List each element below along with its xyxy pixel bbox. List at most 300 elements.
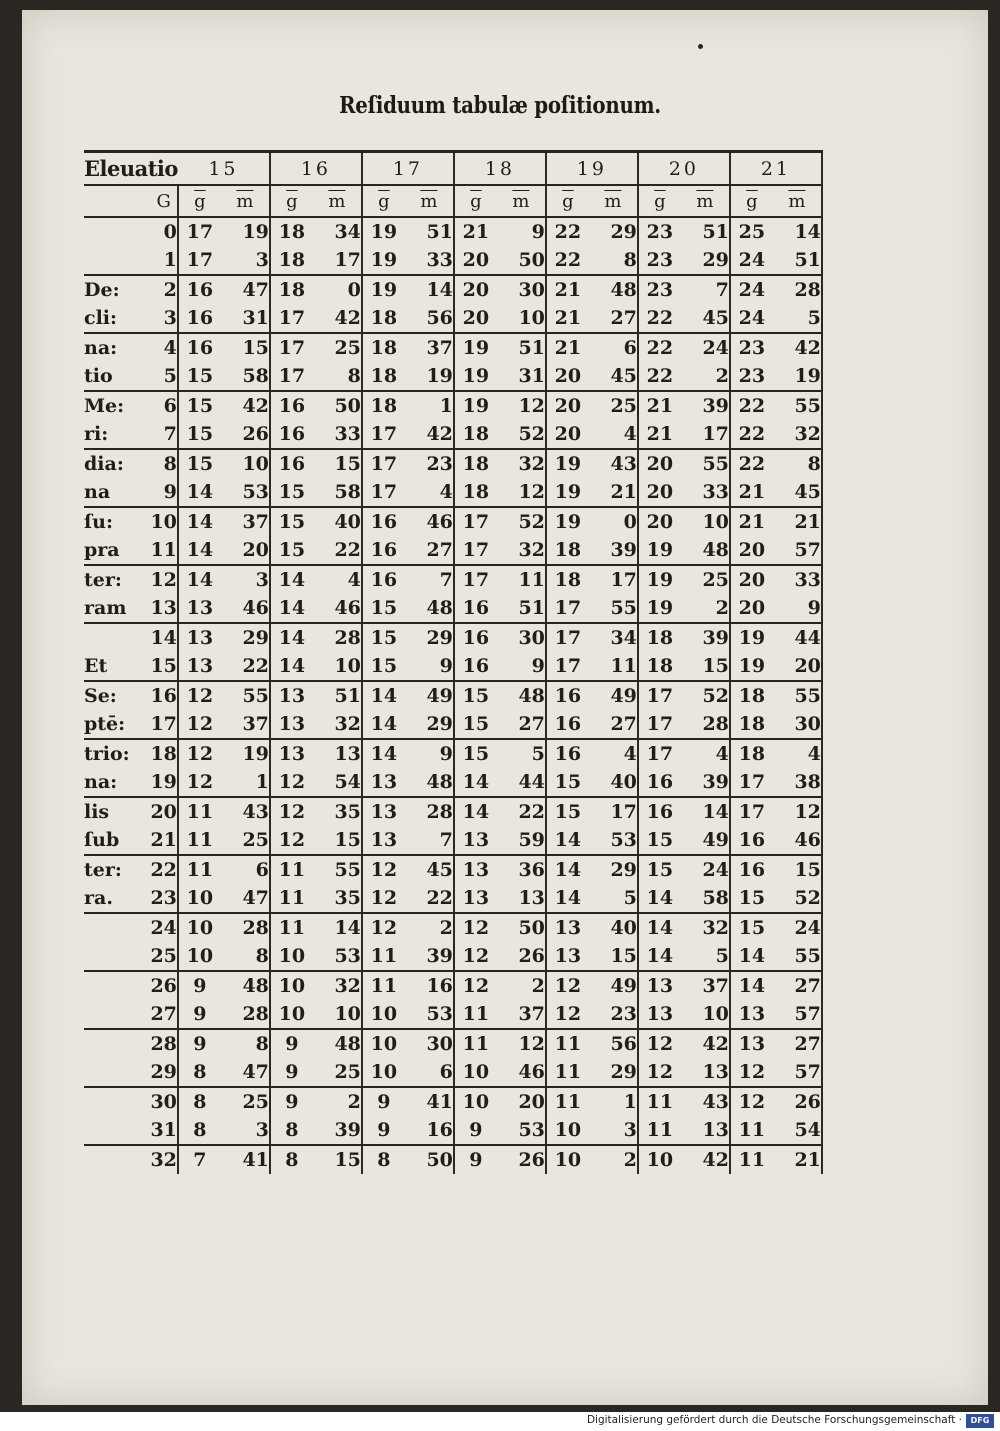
table-row <box>84 681 822 710</box>
minutes-cell: 58 <box>221 362 270 391</box>
degrees-cell: 14 <box>270 594 313 623</box>
minutes-cell: 26 <box>497 942 546 971</box>
minutes-cell: 8 <box>773 449 822 478</box>
minutes-cell: 50 <box>313 391 362 420</box>
minutes-cell: 31 <box>221 304 270 333</box>
degrees-cell: 12 <box>462 975 490 997</box>
minutes-cell: 48 <box>405 768 454 797</box>
table-row <box>84 1116 822 1145</box>
minutes-cell: 47 <box>221 884 270 913</box>
minutes-cell: 26 <box>497 1145 546 1174</box>
table-row <box>84 275 822 304</box>
degrees-cell: 12 <box>178 710 221 739</box>
minutes-cell: 44 <box>773 623 822 652</box>
minutes-cell: 51 <box>497 594 546 623</box>
minutes-cell: 48 <box>221 971 270 1000</box>
row-label: ter: <box>84 569 122 591</box>
minutes-cell: 20 <box>497 1087 546 1116</box>
minutes-cell: 45 <box>681 304 730 333</box>
minutes-cell: 27 <box>589 710 638 739</box>
minutes-cell: 49 <box>589 971 638 1000</box>
degrees-cell: 11 <box>454 1000 497 1029</box>
degrees-cell: 20 <box>730 594 773 623</box>
degrees-cell: 16 <box>554 685 582 707</box>
degrees-cell: 12 <box>730 1058 773 1087</box>
degrees-cell: 22 <box>738 453 766 475</box>
minutes-cell: 46 <box>221 594 270 623</box>
minutes-cell: 17 <box>589 565 638 594</box>
declination-degree: 11 <box>139 536 178 565</box>
minutes-cell: 12 <box>497 1029 546 1058</box>
minutes-cell: 37 <box>405 333 454 362</box>
degrees-cell: 18 <box>546 536 589 565</box>
minutes-cell: 14 <box>313 913 362 942</box>
minutes-cell: 14 <box>681 797 730 826</box>
minutes-cell: 31 <box>497 362 546 391</box>
row-label: ri: <box>84 420 139 449</box>
minutes-cell: 28 <box>313 623 362 652</box>
degrees-cell: 11 <box>186 859 214 881</box>
degrees-cell: 12 <box>646 1033 674 1055</box>
dfg-logo: DFG <box>966 1414 994 1428</box>
declination-degree: 17 <box>139 710 178 739</box>
col-g-19: $\overline{g}$ <box>546 185 589 217</box>
table-row <box>84 304 822 333</box>
row-label <box>84 1000 139 1029</box>
table-row <box>84 1058 822 1087</box>
degrees-cell: 16 <box>370 511 398 533</box>
degrees-cell: 14 <box>638 884 681 913</box>
minutes-cell: 15 <box>313 826 362 855</box>
declination-degree: 13 <box>139 594 178 623</box>
degrees-cell: 12 <box>370 917 398 939</box>
degrees-cell: 15 <box>178 362 221 391</box>
degrees-cell: 9 <box>469 1149 483 1171</box>
minutes-cell: 12 <box>773 797 822 826</box>
table-row <box>84 1000 822 1029</box>
table-row <box>84 1145 822 1174</box>
degrees-cell: 16 <box>454 652 497 681</box>
minutes-cell: 3 <box>589 1116 638 1145</box>
minutes-cell: 47 <box>221 1058 270 1087</box>
degrees-cell: 19 <box>370 221 398 243</box>
minutes-cell: 41 <box>221 1145 270 1174</box>
row-label <box>84 971 139 1000</box>
degrees-cell: 23 <box>646 221 674 243</box>
row-label: dia: <box>84 453 124 475</box>
row-label: na: <box>84 768 139 797</box>
degrees-cell: 21 <box>730 478 773 507</box>
degrees-cell: 15 <box>546 768 589 797</box>
minutes-cell: 34 <box>313 217 362 246</box>
minutes-cell: 5 <box>589 884 638 913</box>
degrees-cell: 12 <box>738 1091 766 1113</box>
degrees-cell: 10 <box>454 1058 497 1087</box>
degrees-cell: 13 <box>454 884 497 913</box>
minutes-cell: 29 <box>589 217 638 246</box>
minutes-cell: 43 <box>681 1087 730 1116</box>
minutes-cell: 27 <box>589 304 638 333</box>
minutes-cell: 12 <box>497 478 546 507</box>
degrees-cell: 24 <box>730 304 773 333</box>
elevatio-label: Eleuatio <box>84 152 178 186</box>
row-label: ſub <box>84 826 139 855</box>
degrees-cell: 16 <box>638 768 681 797</box>
row-label: na: <box>84 337 118 359</box>
minutes-cell: 16 <box>405 1116 454 1145</box>
degrees-cell: 15 <box>638 826 681 855</box>
minutes-cell: 2 <box>313 1087 362 1116</box>
minutes-cell: 29 <box>221 623 270 652</box>
row-label <box>84 1058 139 1087</box>
degrees-cell: 19 <box>370 279 398 301</box>
degrees-cell: 10 <box>546 1116 589 1145</box>
minutes-cell: 27 <box>773 1029 822 1058</box>
minutes-cell: 25 <box>313 1058 362 1087</box>
elevation-20: 20 <box>638 152 730 186</box>
positions-table <box>84 150 823 1174</box>
row-label <box>84 942 139 971</box>
degrees-cell: 19 <box>638 594 681 623</box>
minutes-cell: 51 <box>313 681 362 710</box>
minutes-cell: 35 <box>313 797 362 826</box>
minutes-cell: 40 <box>313 507 362 536</box>
minutes-cell: 55 <box>681 449 730 478</box>
degrees-cell: 15 <box>278 511 306 533</box>
minutes-cell: 17 <box>681 420 730 449</box>
minutes-cell: 12 <box>497 391 546 420</box>
minutes-cell: 15 <box>589 942 638 971</box>
minutes-cell: 54 <box>773 1116 822 1145</box>
minutes-cell: 40 <box>589 913 638 942</box>
minutes-cell: 8 <box>221 1029 270 1058</box>
minutes-cell: 53 <box>221 478 270 507</box>
minutes-cell: 49 <box>405 681 454 710</box>
degrees-cell: 15 <box>462 685 490 707</box>
degrees-cell: 19 <box>454 362 497 391</box>
degrees-cell: 8 <box>270 1116 313 1145</box>
degrees-cell: 22 <box>730 420 773 449</box>
col-g-21: $\overline{g}$ <box>730 185 773 217</box>
minutes-cell: 15 <box>313 1145 362 1174</box>
degrees-cell: 13 <box>738 1033 766 1055</box>
degrees-cell: 12 <box>370 859 398 881</box>
degrees-cell: 8 <box>193 1091 207 1113</box>
minutes-cell: 14 <box>773 217 822 246</box>
minutes-cell: 25 <box>589 391 638 420</box>
col-m-18: $\overline{m}$ <box>497 185 546 217</box>
elevation-18: 18 <box>454 152 546 186</box>
declination-degree: 15 <box>139 652 178 681</box>
degrees-cell: 14 <box>186 569 214 591</box>
minutes-cell: 9 <box>405 739 454 768</box>
minutes-cell: 2 <box>681 362 730 391</box>
degrees-cell: 8 <box>178 1058 221 1087</box>
minutes-cell: 51 <box>497 333 546 362</box>
minutes-cell: 28 <box>681 710 730 739</box>
degrees-cell: 20 <box>738 569 766 591</box>
minutes-cell: 21 <box>589 478 638 507</box>
table-row <box>84 652 822 681</box>
row-label: ter: <box>84 859 122 881</box>
degrees-cell: 9 <box>178 1000 221 1029</box>
degrees-cell: 13 <box>178 594 221 623</box>
degrees-cell: 17 <box>278 337 306 359</box>
minutes-cell: 32 <box>313 710 362 739</box>
degrees-cell: 17 <box>738 801 766 823</box>
table-row <box>84 420 822 449</box>
degrees-cell: 17 <box>362 420 405 449</box>
minutes-cell: 5 <box>773 304 822 333</box>
degrees-cell: 13 <box>638 1000 681 1029</box>
minutes-cell: 27 <box>773 971 822 1000</box>
minutes-cell: 49 <box>589 681 638 710</box>
degrees-cell: 23 <box>638 246 681 275</box>
minutes-cell: 28 <box>221 913 270 942</box>
degrees-cell: 14 <box>178 478 221 507</box>
table-row <box>84 333 822 362</box>
row-label <box>84 1029 139 1058</box>
minutes-cell: 3 <box>221 565 270 594</box>
minutes-cell: 55 <box>773 942 822 971</box>
degrees-cell: 23 <box>738 337 766 359</box>
declination-degree: 5 <box>139 362 178 391</box>
minutes-cell: 10 <box>497 304 546 333</box>
elevation-16: 16 <box>270 152 362 186</box>
table-row <box>84 971 822 1000</box>
degrees-cell: 16 <box>270 420 313 449</box>
minutes-cell: 59 <box>497 826 546 855</box>
row-label <box>84 623 139 652</box>
col-g-15: $\overline{g}$ <box>178 185 221 217</box>
elevation-15: 15 <box>178 152 270 186</box>
degrees-cell: 9 <box>362 1116 405 1145</box>
degrees-cell: 12 <box>270 768 313 797</box>
degrees-cell: 12 <box>546 1000 589 1029</box>
minutes-cell: 48 <box>313 1029 362 1058</box>
degrees-cell: 9 <box>285 1091 299 1113</box>
footer-bar <box>0 1412 1000 1431</box>
degrees-cell: 18 <box>362 304 405 333</box>
degrees-cell: 20 <box>546 362 589 391</box>
degrees-cell: 12 <box>462 917 490 939</box>
minutes-cell: 48 <box>497 681 546 710</box>
minutes-cell: 7 <box>405 565 454 594</box>
minutes-cell: 27 <box>405 536 454 565</box>
table-row <box>84 826 822 855</box>
degrees-cell: 18 <box>278 221 306 243</box>
minutes-cell: 16 <box>405 971 454 1000</box>
minutes-cell: 10 <box>681 1000 730 1029</box>
minutes-cell: 57 <box>773 1000 822 1029</box>
degrees-cell: 19 <box>362 246 405 275</box>
degrees-cell: 13 <box>554 917 582 939</box>
minutes-cell: 55 <box>589 594 638 623</box>
degrees-cell: 15 <box>270 478 313 507</box>
degrees-cell: 17 <box>270 304 313 333</box>
minutes-cell: 6 <box>221 855 270 884</box>
degrees-cell: 18 <box>554 569 582 591</box>
declination-degree: 31 <box>139 1116 178 1145</box>
minutes-cell: 2 <box>681 594 730 623</box>
degrees-cell: 9 <box>270 1058 313 1087</box>
degrees-cell: 17 <box>186 221 214 243</box>
degrees-cell: 11 <box>462 1033 490 1055</box>
degrees-cell: 19 <box>462 337 490 359</box>
row-label: trio: <box>84 743 130 765</box>
degrees-cell: 9 <box>454 1116 497 1145</box>
minutes-cell: 29 <box>589 855 638 884</box>
table-row <box>84 1087 822 1116</box>
degrees-cell: 23 <box>646 279 674 301</box>
degrees-cell: 10 <box>186 917 214 939</box>
degrees-cell: 16 <box>370 569 398 591</box>
minutes-cell: 50 <box>497 913 546 942</box>
declination-degree: 3 <box>139 304 178 333</box>
degrees-cell: 22 <box>646 337 674 359</box>
degrees-cell: 19 <box>554 453 582 475</box>
degrees-cell: 15 <box>554 801 582 823</box>
elevation-header-row <box>84 152 822 186</box>
degrees-cell: 12 <box>178 768 221 797</box>
col-g-17: $\overline{g}$ <box>362 185 405 217</box>
minutes-cell: 52 <box>773 884 822 913</box>
minutes-cell: 42 <box>681 1029 730 1058</box>
minutes-cell: 39 <box>589 536 638 565</box>
degrees-cell: 11 <box>278 917 306 939</box>
minutes-cell: 43 <box>221 797 270 826</box>
degrees-cell: 14 <box>730 942 773 971</box>
minutes-cell: 25 <box>681 565 730 594</box>
minutes-cell: 13 <box>681 1116 730 1145</box>
minutes-cell: 53 <box>589 826 638 855</box>
degrees-cell: 12 <box>278 801 306 823</box>
minutes-cell: 58 <box>313 478 362 507</box>
degrees-cell: 16 <box>186 279 214 301</box>
minutes-cell: 37 <box>497 1000 546 1029</box>
minutes-cell: 39 <box>681 391 730 420</box>
degrees-cell: 10 <box>178 884 221 913</box>
minutes-cell: 52 <box>497 420 546 449</box>
minutes-cell: 9 <box>497 217 546 246</box>
minutes-cell: 10 <box>681 507 730 536</box>
table-row <box>84 884 822 913</box>
row-label: ptē: <box>84 710 139 739</box>
degrees-cell: 14 <box>278 569 306 591</box>
degrees-cell: 20 <box>554 395 582 417</box>
minutes-cell: 2 <box>497 971 546 1000</box>
row-label <box>84 1145 139 1174</box>
minutes-cell: 46 <box>405 507 454 536</box>
degrees-cell: 14 <box>270 652 313 681</box>
degrees-cell: 10 <box>554 1149 582 1171</box>
degrees-cell: 11 <box>370 975 398 997</box>
degrees-cell: 24 <box>738 279 766 301</box>
minutes-cell: 32 <box>773 420 822 449</box>
minutes-cell: 6 <box>405 1058 454 1087</box>
degrees-cell: 10 <box>462 1091 490 1113</box>
degrees-cell: 18 <box>646 627 674 649</box>
table-row <box>84 362 822 391</box>
degrees-cell: 17 <box>546 652 589 681</box>
minutes-cell: 53 <box>313 942 362 971</box>
minutes-cell: 9 <box>497 652 546 681</box>
minutes-cell: 24 <box>773 913 822 942</box>
minutes-cell: 48 <box>681 536 730 565</box>
degrees-cell: 15 <box>186 453 214 475</box>
minutes-cell: 46 <box>313 594 362 623</box>
declination-degree: 14 <box>139 623 178 652</box>
minutes-cell: 13 <box>681 1058 730 1087</box>
minutes-cell: 1 <box>221 768 270 797</box>
degrees-cell: 14 <box>278 627 306 649</box>
minutes-cell: 33 <box>313 420 362 449</box>
degrees-cell: 21 <box>554 279 582 301</box>
table-row <box>84 913 822 942</box>
minutes-cell: 4 <box>681 739 730 768</box>
minutes-cell: 17 <box>589 797 638 826</box>
elevation-17: 17 <box>362 152 454 186</box>
degrees-cell: 16 <box>278 395 306 417</box>
minutes-cell: 6 <box>589 333 638 362</box>
minutes-cell: 30 <box>773 710 822 739</box>
row-label: na <box>84 478 139 507</box>
degrees-cell: 21 <box>638 420 681 449</box>
declination-degree: 19 <box>139 768 178 797</box>
declination-degree: 10 <box>139 507 178 536</box>
minutes-cell: 7 <box>681 275 730 304</box>
minutes-cell: 30 <box>497 275 546 304</box>
minutes-cell: 57 <box>773 536 822 565</box>
table-row <box>84 623 822 652</box>
degrees-cell: 11 <box>178 826 221 855</box>
degrees-cell: 13 <box>186 627 214 649</box>
minutes-cell: 37 <box>681 971 730 1000</box>
degrees-cell: 18 <box>638 652 681 681</box>
minutes-cell: 55 <box>773 681 822 710</box>
minutes-cell: 25 <box>221 1087 270 1116</box>
minutes-cell: 38 <box>773 768 822 797</box>
degrees-cell: 15 <box>454 710 497 739</box>
minutes-cell: 26 <box>221 420 270 449</box>
table-row <box>84 855 822 884</box>
degrees-cell: 19 <box>554 511 582 533</box>
degrees-cell: 20 <box>646 453 674 475</box>
declination-degree: 4 <box>139 333 178 362</box>
minutes-cell: 39 <box>681 768 730 797</box>
minutes-cell: 28 <box>221 1000 270 1029</box>
declination-degree: 23 <box>139 884 178 913</box>
minutes-cell: 42 <box>405 420 454 449</box>
degrees-cell: 11 <box>270 884 313 913</box>
col-m-16: $\overline{m}$ <box>313 185 362 217</box>
table-row <box>84 797 822 826</box>
degrees-cell: 20 <box>730 536 773 565</box>
degrees-cell: 14 <box>462 801 490 823</box>
minutes-cell: 36 <box>497 855 546 884</box>
col-m-19: $\overline{m}$ <box>589 185 638 217</box>
degrees-cell: 12 <box>186 743 214 765</box>
degrees-cell: 16 <box>738 859 766 881</box>
minutes-cell: 14 <box>405 275 454 304</box>
minutes-cell: 37 <box>221 507 270 536</box>
table-row <box>84 710 822 739</box>
declination-degree: 28 <box>139 1029 178 1058</box>
minutes-cell: 4 <box>313 565 362 594</box>
minutes-cell: 32 <box>497 536 546 565</box>
degrees-cell: 14 <box>546 884 589 913</box>
minutes-cell: 17 <box>313 246 362 275</box>
